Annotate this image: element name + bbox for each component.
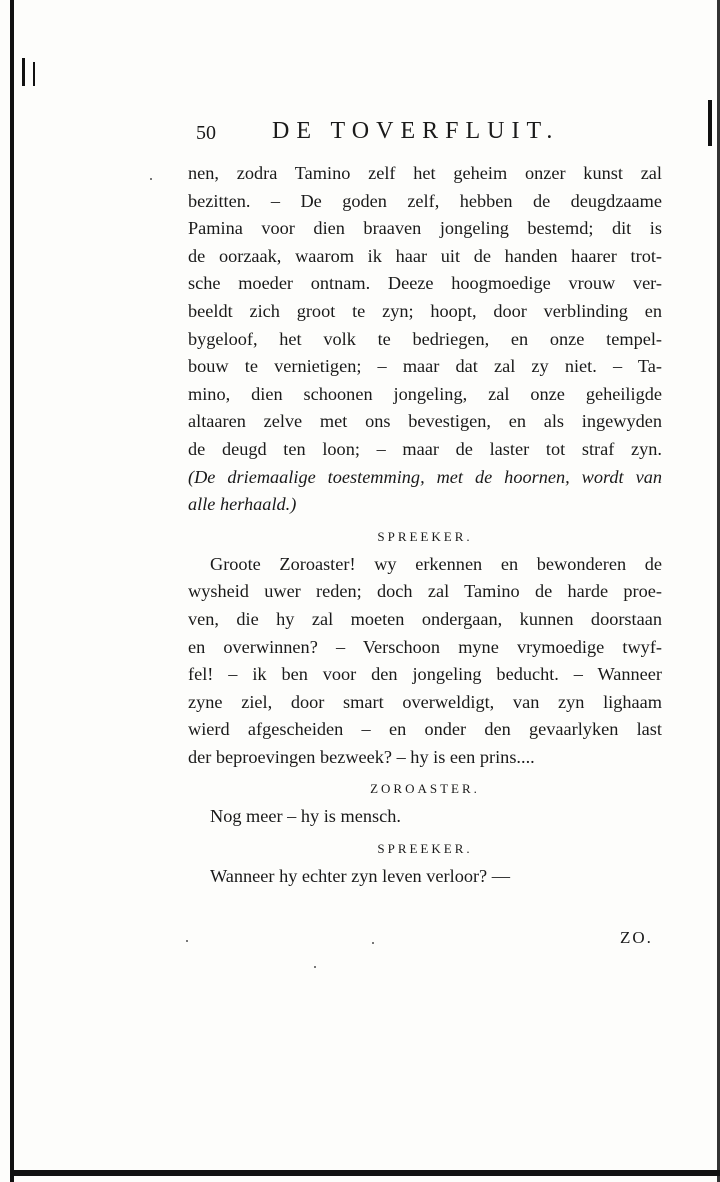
text-line: Groote Zoroaster! wy erkennen en bewonderen de: [210, 553, 662, 574]
page-number: 50: [196, 122, 216, 144]
paper-speck: [150, 178, 152, 180]
running-header: [196, 118, 616, 148]
scan-mark: [708, 100, 712, 146]
paragraph-2: [188, 551, 662, 772]
paper-speck: [372, 942, 374, 944]
text-line: de deugd ten loon; – maar de laster tot straf zyn.: [188, 438, 662, 459]
text-line: nen, zodra Tamino zelf het geheim onzer kunst zal: [188, 163, 662, 183]
spreeker-line: [188, 863, 662, 891]
zoroaster-line: [188, 803, 662, 831]
text-line: wysheid uwer reden; doch zal Tamino de harde proe-: [188, 581, 662, 602]
scan-mark: [33, 62, 35, 86]
text-line: (De driemaalige toestemming, met de hoornen, wordt van: [188, 466, 662, 487]
text-line: de oorzaak, waarom ik haar uit de handen haarer trot-: [188, 245, 662, 266]
page-bottom-edge: [10, 1170, 720, 1176]
paper-speck: [314, 966, 316, 968]
paper-speck: [186, 940, 188, 942]
speaker-name: SPREEKER.: [377, 528, 473, 544]
text-line: bezitten. – De goden zelf, hebben de deugdzaame: [188, 190, 662, 211]
text-line: ven, die hy zal moeten ondergaan, kunnen doorstaan: [188, 608, 662, 629]
paragraph-1: [188, 160, 662, 464]
scan-mark: [22, 58, 25, 86]
text-line: fel! – ik ben voor den jongeling beducht. – Wanneer: [188, 664, 662, 685]
running-title: DE TOVERFLUIT.: [272, 118, 560, 144]
speaker-name: SPREEKER.: [377, 841, 473, 857]
text-line: bygeloof, het volk te bedriegen, en onze tempel-: [188, 328, 662, 349]
text-line: sche moeder ontnam. Deeze hoogmoedige vrouw ver-: [188, 273, 662, 294]
text-line: altaaren zelve met ons bevestigen, en als ingewyden: [188, 411, 662, 432]
page-left-edge: [10, 0, 14, 1182]
speaker-name: ZOROASTER.: [370, 781, 480, 797]
text-line: alle herhaald.): [188, 494, 297, 515]
text-line: bouw te vernietigen; – maar dat zal zy niet. – Ta-: [188, 356, 662, 377]
text-line: zyne ziel, door smart overweldigt, van zyn lighaam: [188, 691, 662, 712]
text-line: Nog meer – hy is mensch.: [210, 806, 401, 827]
text-line: wierd afgescheiden – en onder den gevaarlyken last: [188, 719, 662, 740]
catchword: ZO.: [620, 928, 653, 947]
text-body: [188, 160, 662, 891]
text-line: Wanneer hy echter zyn leven verloor? —: [210, 866, 511, 887]
text-line: der beproevingen bezweek? – hy is een prins....: [188, 746, 535, 767]
text-line: beeldt zich groot te zyn; hoopt, door verblinding en: [188, 300, 662, 321]
text-line: Pamina voor dien braaven jongeling bestemd; dit is: [188, 218, 662, 239]
stage-direction: [188, 464, 662, 519]
text-line: en overwinnen? – Verschoon myne vrymoedige twyf-: [188, 636, 662, 657]
text-line: mino, dien schoonen jongeling, zal onze geheiligde: [188, 383, 662, 404]
